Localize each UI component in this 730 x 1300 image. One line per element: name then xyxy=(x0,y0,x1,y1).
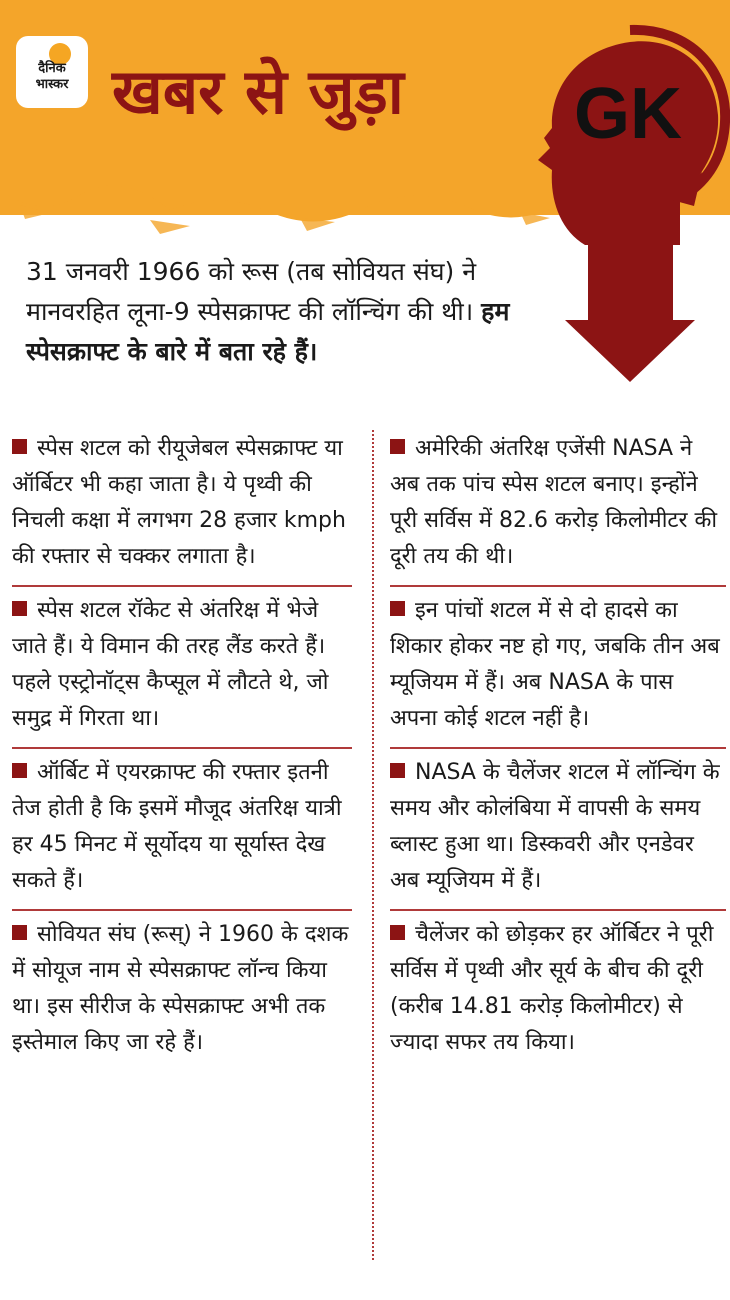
bullet-square-icon xyxy=(12,925,27,940)
fact-text: स्पेस शटल को रीयूजेबल स्पेसक्राफ्ट या ऑर्बिटर भी कहा जाता है। ये पृथ्वी की निचली कक्षा में लगभग 28 हजार kmph की रफ्तार से चक्कर लगाता है। xyxy=(12,436,346,569)
fact-item xyxy=(390,425,726,587)
bullet-square-icon xyxy=(390,439,405,454)
intro-bold-text: हम स्पेसक्राफ्ट के बारे में बता रहे हैं। xyxy=(26,297,510,366)
bullet-square-icon xyxy=(12,763,27,778)
page-title: खबर से जुड़ा xyxy=(112,55,404,128)
intro-text: 31 जनवरी 1966 को रूस (तब सोवियत संघ) ने मानवरहित लूना-9 स्पेसक्राफ्ट की लॉन्चिंग की थी। xyxy=(26,257,477,326)
fact-text: इन पांचों शटल में से दो हादसे का शिकार होकर नष्ट हो गए, जबकि तीन अब म्यूजियम में हैं। अब NASA के पास अपना कोई शटल नहीं है। xyxy=(390,598,720,731)
bullet-square-icon xyxy=(12,439,27,454)
fact-text: NASA के चैलेंजर शटल में लॉन्चिंग के समय और कोलंबिया में वापसी के समय ब्लास्ट हुआ था। डिस्कवरी और एनडेवर अब म्यूजियम में हैं। xyxy=(390,760,720,893)
left-column xyxy=(12,425,352,1071)
fact-text: स्पेस शटल रॉकेट से अंतरिक्ष में भेजे जाते हैं। ये विमान की तरह लैंड करते हैं। पहले एस्ट्रोनॉट्स कैप्सूल में लौटते थे, जो समुद्र में गिरता था। xyxy=(12,598,329,731)
bullet-square-icon xyxy=(390,763,405,778)
bullet-square-icon xyxy=(390,601,405,616)
fact-item xyxy=(12,911,352,1071)
fact-item xyxy=(390,587,726,749)
column-divider xyxy=(372,430,374,1260)
gk-badge: GK xyxy=(574,74,682,154)
fact-item xyxy=(390,911,726,1071)
fact-text: ऑर्बिट में एयरक्राफ्ट की रफ्तार इतनी तेज होती है कि इसमें मौजूद अंतरिक्ष यात्री हर 45 मिनट में सूर्योदय या सूर्यास्त देख सकते हैं। xyxy=(12,760,342,893)
intro-paragraph xyxy=(26,252,546,372)
down-arrow-head xyxy=(565,320,695,382)
fact-item xyxy=(12,587,352,749)
right-column xyxy=(390,425,726,1071)
logo-text-line1: दैनिक xyxy=(38,61,66,76)
fact-text: चैलेंजर को छोड़कर हर ऑर्बिटर ने पूरी सर्विस में पृथ्वी और सूर्य के बीच की दूरी (करीब 14.81 करोड़ किलोमीटर) से ज्यादा सफर तय किया। xyxy=(390,922,714,1055)
fact-text: सोवियत संघ (रूस्) ने 1960 के दशक में सोयूज नाम से स्पेसक्राफ्ट लॉन्च किया था। इस सीरीज के स्पेसक्राफ्ट अभी तक इस्तेमाल किए जा रहे हैं। xyxy=(12,922,349,1055)
logo-text-line2: भास्कर xyxy=(35,77,69,92)
fact-item xyxy=(12,425,352,587)
fact-item xyxy=(12,749,352,911)
fact-item xyxy=(390,749,726,911)
fact-text: अमेरिकी अंतरिक्ष एजेंसी NASA ने अब तक पांच स्पेस शटल बनाए। इन्होंने पूरी सर्विस में 82.6 करोड़ किलोमीटर की दूरी तय की थी। xyxy=(390,436,718,569)
dainik-bhaskar-logo xyxy=(16,36,88,108)
bullet-square-icon xyxy=(390,925,405,940)
down-arrow-shaft xyxy=(588,242,673,322)
bullet-square-icon xyxy=(12,601,27,616)
